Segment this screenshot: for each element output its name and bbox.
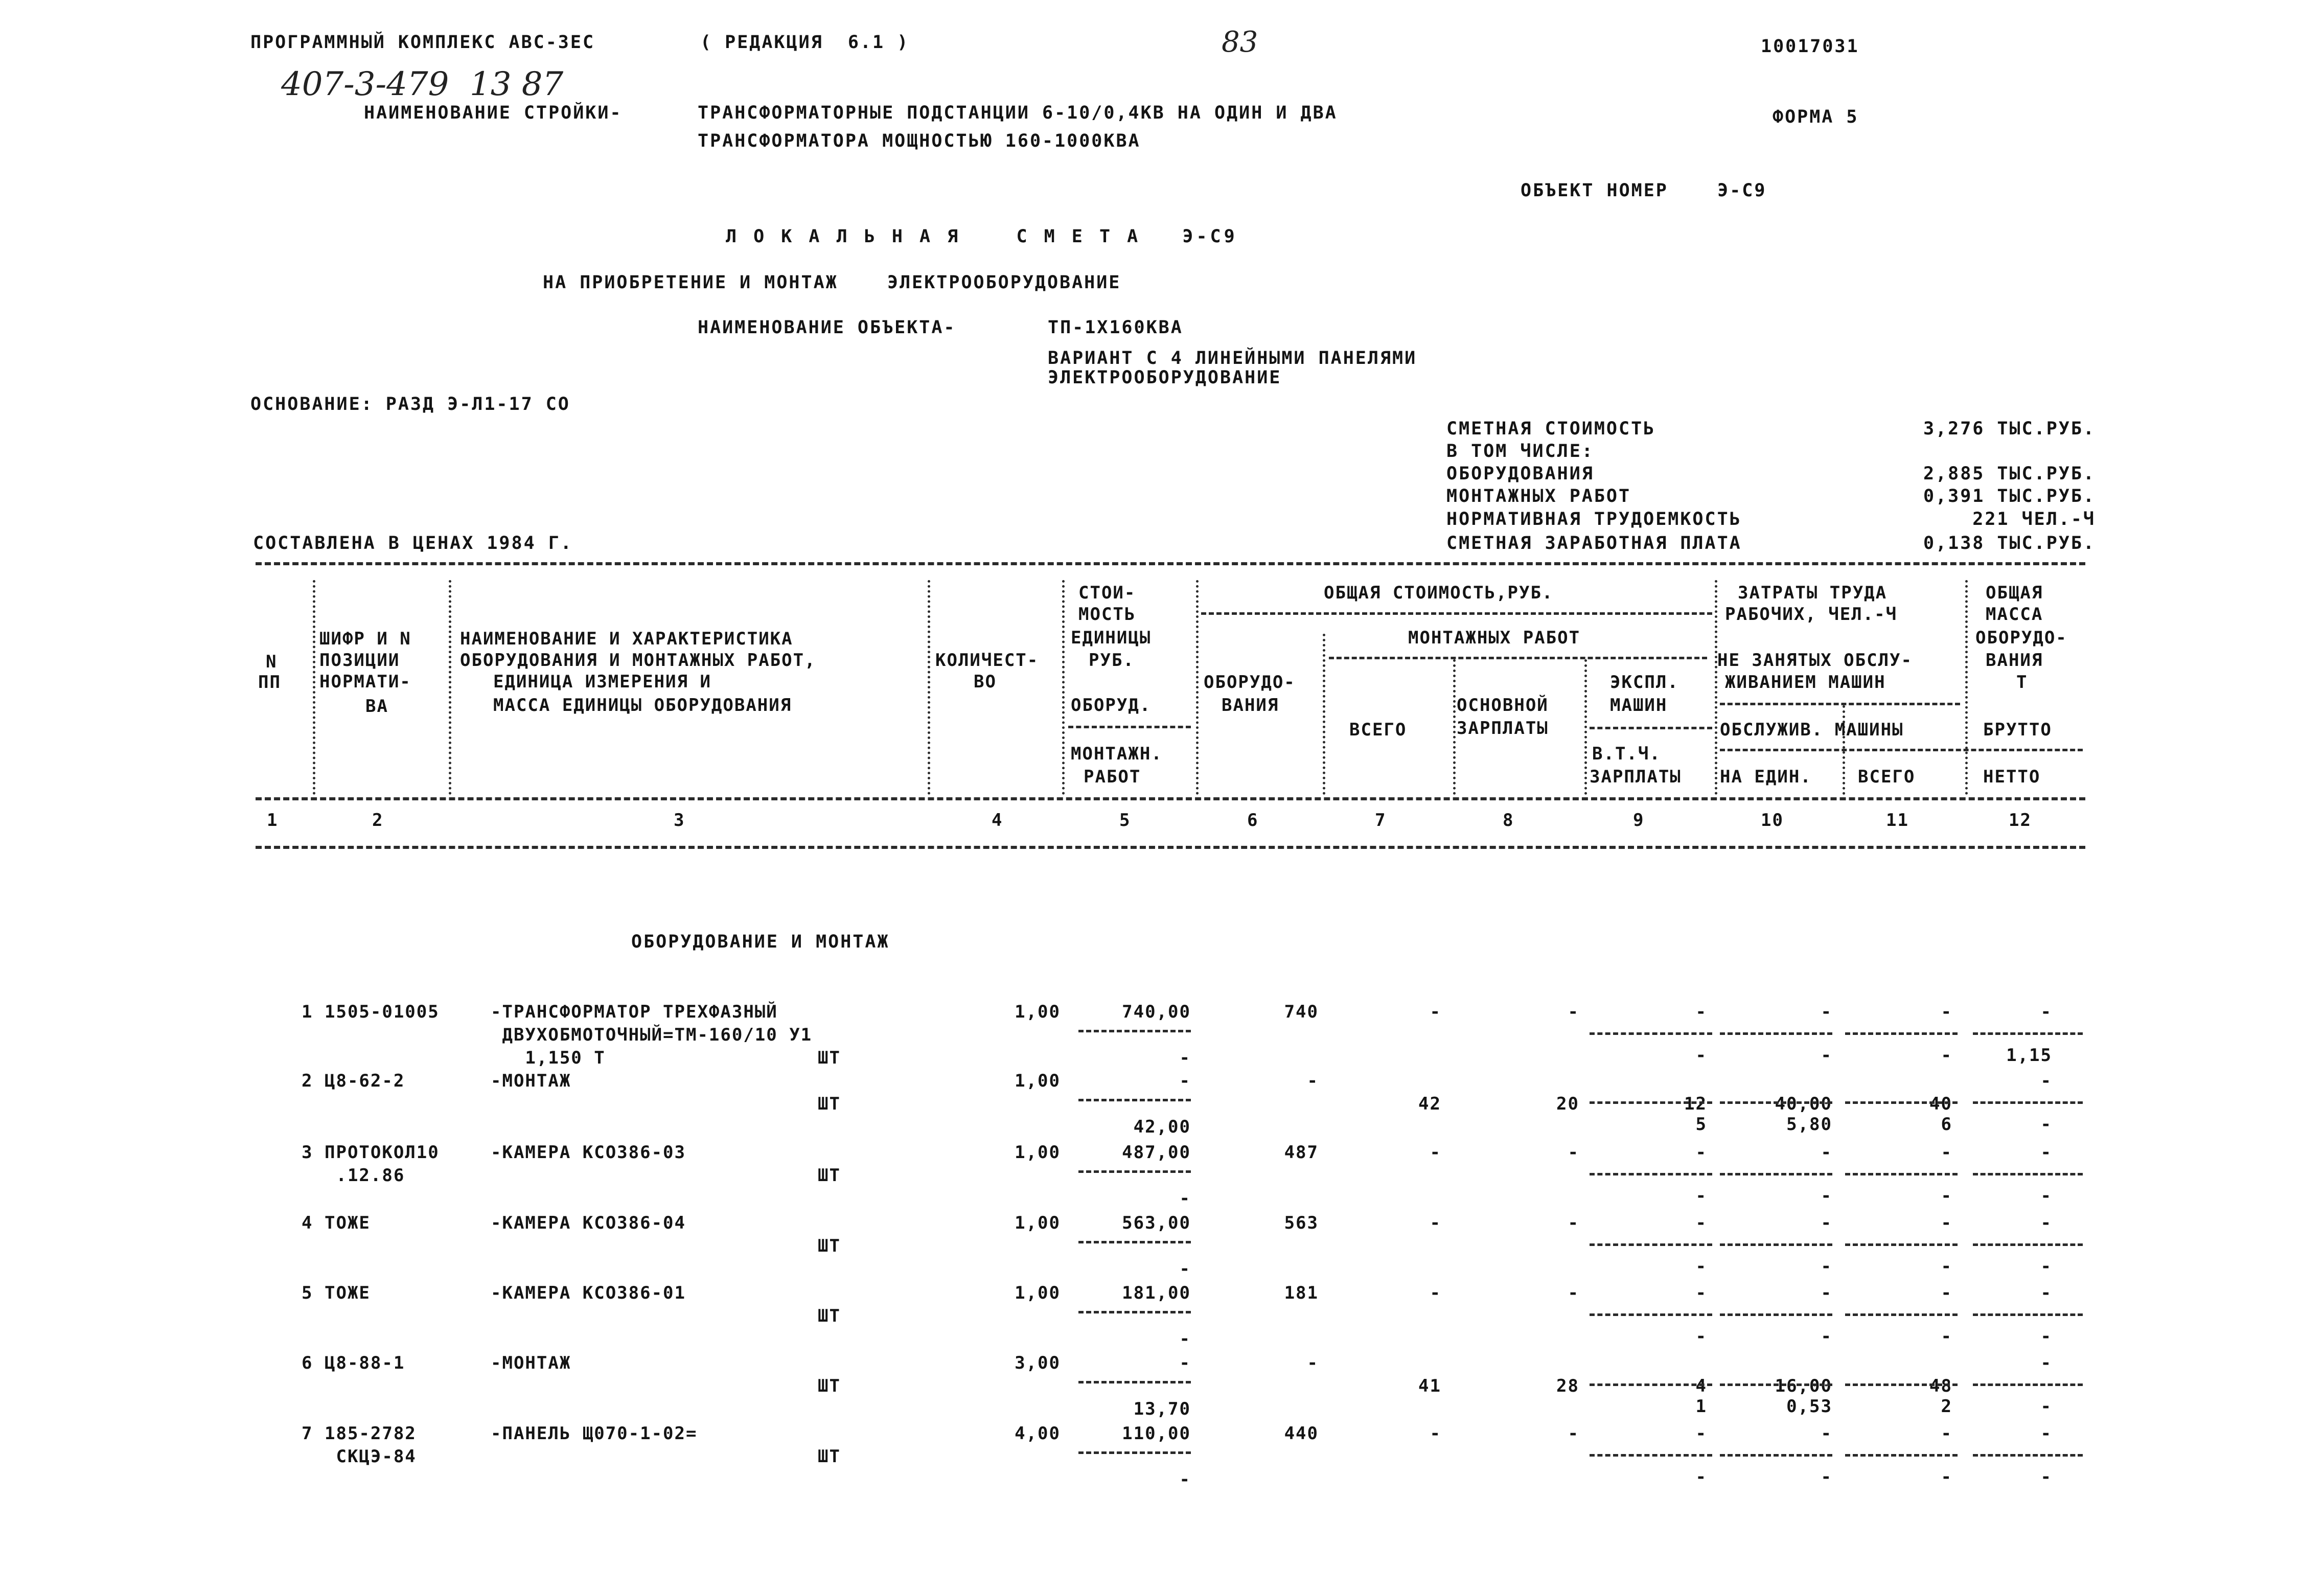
cell-rule	[1845, 1032, 1958, 1035]
summary-label: ОБОРУДОВАНИЯ	[1446, 464, 1594, 484]
row-unit: ШТ	[818, 1376, 841, 1396]
cell-rule	[1720, 1454, 1832, 1457]
hdr-unit-cost: ОБОРУД.	[1071, 695, 1152, 716]
row-name: -МОНТАЖ	[491, 1353, 571, 1373]
row-unit: ШТ	[818, 1165, 841, 1186]
hdr-name: ЕДИНИЦА ИЗМЕРЕНИЯ И	[493, 672, 711, 692]
hdr-montage: МОНТАЖНЫХ РАБОТ	[1408, 628, 1581, 648]
header-bottom-rule	[256, 846, 2085, 849]
row-labor-total: -	[1941, 1002, 1952, 1022]
col-number: 1	[267, 810, 279, 830]
row-mass-netto: -	[2040, 1326, 2052, 1347]
row-name: -КАМЕРА КСО386-01	[491, 1283, 686, 1303]
row-code: ПРОТОКОЛ10	[325, 1142, 440, 1163]
object-name-label: НАИМЕНОВАНИЕ ОБЪЕКТА-	[698, 317, 956, 338]
row-total: -	[1430, 1142, 1441, 1163]
row-base-salary: 28	[1556, 1376, 1579, 1396]
col-separator	[1584, 659, 1587, 795]
row-name: -КАМЕРА КСО386-03	[491, 1142, 686, 1163]
row-mass-netto: -	[2040, 1467, 2052, 1487]
row-number: 2	[302, 1071, 313, 1091]
cell-rule	[1078, 1311, 1191, 1313]
basis: ОСНОВАНИЕ: РАЗД Э-Л1-17 СО	[250, 394, 570, 414]
cell-rule	[1590, 1313, 1712, 1316]
row-number: 7	[302, 1423, 313, 1444]
hdr-code: ШИФР И N	[319, 629, 411, 649]
row-labor-unit-2: 5,80	[1786, 1114, 1832, 1135]
row-mass-brutto: -	[2040, 1002, 2052, 1022]
cell-rule	[1973, 1032, 2083, 1035]
hdr-unit-cost: РУБ.	[1089, 650, 1135, 671]
row-machines: -	[1695, 1002, 1707, 1022]
row-machines-salary: -	[1695, 1045, 1707, 1066]
row-name: 1,150 Т	[491, 1048, 606, 1068]
summary-value: 0,138 ТЫС.РУБ.	[1923, 533, 2096, 553]
row-qty: 1,00	[1015, 1071, 1061, 1091]
row-machines: -	[1695, 1213, 1707, 1233]
sub-rule	[1720, 703, 1960, 705]
row-labor-unit-2: -	[1821, 1186, 1832, 1206]
col-separator	[313, 580, 315, 795]
row-machines: 4	[1695, 1376, 1707, 1396]
cell-rule	[1590, 1243, 1712, 1246]
row-unit: ШТ	[818, 1446, 841, 1467]
cell-rule	[1720, 1101, 1832, 1104]
row-code: 185-2782	[325, 1423, 417, 1444]
cell-rule	[1078, 1381, 1191, 1383]
hdr-machines: ЭКСПЛ.	[1610, 672, 1679, 693]
row-equipment: 181	[1284, 1283, 1319, 1303]
row-mass-netto: -	[2040, 1256, 2052, 1277]
row-labor-unit: -	[1821, 1142, 1832, 1163]
row-number: 3	[302, 1142, 313, 1163]
page-title: Л О К А Л Ь Н А Я С М Е Т А Э-С9	[726, 226, 1238, 247]
col-separator	[1965, 580, 1968, 795]
hdr-total-cost: ОБЩАЯ СТОИМОСТЬ,РУБ.	[1324, 583, 1554, 603]
row-labor-total: -	[1941, 1213, 1952, 1233]
hdr-mass: Т	[2016, 672, 2028, 693]
col-number: 8	[1503, 810, 1514, 830]
sub-rule	[1590, 727, 1712, 729]
row-name: -КАМЕРА КСО386-04	[491, 1213, 686, 1233]
row-code: 1505-01005	[325, 1002, 440, 1022]
cell-rule	[1973, 1173, 2083, 1175]
row-labor-unit: 16,00	[1775, 1376, 1832, 1396]
hdr-labor: РАБОЧИХ, ЧЕЛ.-Ч	[1725, 604, 1898, 625]
object-name-3: ЭЛЕКТРООБОРУДОВАНИЕ	[1048, 367, 1282, 388]
row-machines-salary: -	[1695, 1186, 1707, 1206]
cell-rule	[1078, 1241, 1191, 1243]
hdr-machines: В.Т.Ч.	[1592, 744, 1661, 764]
row-mass-brutto: -	[2040, 1071, 2052, 1091]
cell-rule	[1590, 1383, 1712, 1386]
row-labor-total: -	[1941, 1142, 1952, 1163]
row-labor-total-2: -	[1941, 1467, 1952, 1487]
cell-rule	[1845, 1243, 1958, 1246]
row-base-salary: -	[1568, 1213, 1579, 1233]
edition: ( РЕДАКЦИЯ 6.1 )	[700, 32, 910, 53]
col-separator	[449, 580, 451, 795]
summary-label: НОРМАТИВНАЯ ТРУДОЕМКОСТЬ	[1446, 509, 1742, 529]
cell-rule	[1845, 1454, 1958, 1457]
row-unit: ШТ	[818, 1236, 841, 1256]
row-machines-salary: -	[1695, 1467, 1707, 1487]
row-number: 1	[302, 1002, 313, 1022]
row-unit: ШТ	[818, 1094, 841, 1114]
row-equipment: -	[1307, 1353, 1319, 1373]
cell-rule	[1078, 1451, 1191, 1454]
row-labor-unit: 40,00	[1775, 1094, 1832, 1114]
form-label: ФОРМА 5	[1773, 107, 1859, 127]
header-rule	[256, 797, 2085, 800]
cell-rule	[1590, 1032, 1712, 1035]
cell-rule	[1078, 1030, 1191, 1032]
row-labor-unit-2: -	[1821, 1326, 1832, 1347]
row-unit-price: -	[1179, 1071, 1191, 1091]
row-unit-price-mont: -	[1179, 1469, 1191, 1490]
document-number: 10017031	[1761, 36, 1859, 57]
object-number: ОБЪЕКТ НОМЕР Э-С9	[1521, 180, 1767, 201]
page-subtitle: НА ПРИОБРЕТЕНИЕ И МОНТАЖ ЭЛЕКТРООБОРУДОВАНИЕ	[543, 272, 1121, 293]
col-number: 6	[1247, 810, 1259, 830]
row-name: -ТРАНСФОРМАТОР ТРЕХФАЗНЫЙ	[491, 1002, 778, 1022]
sub-rule	[1068, 726, 1191, 728]
row-code: .12.86	[325, 1165, 405, 1186]
row-labor-unit: -	[1821, 1213, 1832, 1233]
col-number: 5	[1119, 810, 1131, 830]
row-base-salary: -	[1568, 1002, 1579, 1022]
row-labor-total-2: -	[1941, 1186, 1952, 1206]
hdr-name: НАИМЕНОВАНИЕ И ХАРАКТЕРИСТИКА	[460, 629, 793, 649]
col-separator	[1062, 580, 1065, 795]
hdr-labor-sub: НЕ ЗАНЯТЫХ ОБСЛУ-	[1717, 650, 1913, 671]
row-mass-netto: -	[2040, 1396, 2052, 1417]
cell-rule	[1590, 1101, 1712, 1104]
col-separator	[1715, 580, 1717, 795]
hdr-no: ПП	[258, 672, 281, 693]
row-mass-netto: -	[2040, 1114, 2052, 1135]
hdr-unit-cost: МОСТЬ	[1078, 604, 1136, 625]
cell-rule	[1845, 1101, 1958, 1104]
row-labor-total: -	[1941, 1423, 1952, 1444]
row-labor-unit-2: -	[1821, 1467, 1832, 1487]
row-labor-total-2: 6	[1941, 1114, 1952, 1135]
row-number: 5	[302, 1283, 313, 1303]
row-machines: 12	[1684, 1094, 1707, 1114]
row-unit-price: -	[1179, 1353, 1191, 1373]
col-number: 9	[1633, 810, 1645, 830]
col-number: 12	[2009, 810, 2032, 830]
row-labor-total: -	[1941, 1283, 1952, 1303]
row-code: Ц8-88-1	[325, 1353, 405, 1373]
row-total: -	[1430, 1423, 1441, 1444]
hdr-qty: ВО	[974, 672, 997, 692]
hdr-name: МАССА ЕДИНИЦЫ ОБОРУДОВАНИЯ	[493, 695, 792, 716]
cell-rule	[1078, 1170, 1191, 1173]
row-name: -ПАНЕЛЬ Щ070-1-02=	[491, 1423, 698, 1444]
row-labor-unit-2: -	[1821, 1256, 1832, 1277]
cell-rule	[1720, 1313, 1832, 1316]
row-name: -МОНТАЖ	[491, 1071, 571, 1091]
row-unit-price: 110,00	[1122, 1423, 1191, 1444]
row-mass-brutto: -	[2040, 1283, 2052, 1303]
col-number: 4	[992, 810, 1003, 830]
row-machines: -	[1695, 1423, 1707, 1444]
row-labor-unit-2: 0,53	[1786, 1396, 1832, 1417]
row-unit: ШТ	[818, 1306, 841, 1326]
cell-rule	[1845, 1383, 1958, 1386]
hdr-unit-cost: ЕДИНИЦЫ	[1071, 628, 1152, 648]
building-line-1: ТРАНСФОРМАТОРНЫЕ ПОДСТАНЦИИ 6-10/0,4КВ НА ОДИН И ДВА	[698, 103, 1338, 123]
row-name: ДВУХОБМОТОЧНЫЙ=ТМ-160/10 У1	[491, 1025, 813, 1045]
summary-value: 221 ЧЕЛ.-Ч	[1972, 509, 2096, 529]
building-label: НАИМЕНОВАНИЕ СТРОЙКИ-	[364, 103, 623, 123]
col-separator	[928, 580, 930, 795]
col-separator	[1196, 580, 1199, 795]
sub-rule	[1201, 612, 1712, 615]
row-machines-salary: 5	[1695, 1114, 1707, 1135]
building-line-2: ТРАНСФОРМАТОРА МОЩНОСТЬЮ 160-1000КВА	[698, 131, 1141, 151]
object-name-2: ВАРИАНТ С 4 ЛИНЕЙНЫМИ ПАНЕЛЯМИ	[1048, 348, 1417, 368]
row-labor-unit: -	[1821, 1423, 1832, 1444]
row-total: -	[1430, 1213, 1441, 1233]
col-number: 11	[1886, 810, 1909, 830]
hdr-qty: КОЛИЧЕСТ-	[935, 650, 1039, 671]
cell-rule	[1973, 1313, 2083, 1316]
row-qty: 4,00	[1015, 1423, 1061, 1444]
hdr-equipment: ОБОРУДО-	[1204, 672, 1296, 693]
cell-rule	[1590, 1173, 1712, 1175]
hdr-mass: МАССА	[1986, 604, 2043, 625]
col-separator	[1323, 634, 1325, 795]
row-code: СКЦЭ-84	[325, 1446, 417, 1467]
row-qty: 1,00	[1015, 1002, 1061, 1022]
row-labor-total-2: -	[1941, 1256, 1952, 1277]
object-name-1: ТП-1Х160КВА	[1048, 317, 1183, 338]
row-equipment: 487	[1284, 1142, 1319, 1163]
price-basis: СОСТАВЛЕНА В ЦЕНАХ 1984 Г.	[253, 533, 573, 553]
row-mass-brutto: -	[2040, 1142, 2052, 1163]
hdr-mass: ОБЩАЯ	[1986, 583, 2043, 603]
row-unit-price-mont: -	[1179, 1188, 1191, 1209]
row-unit-price-mont: -	[1179, 1259, 1191, 1279]
row-qty: 3,00	[1015, 1353, 1061, 1373]
row-machines-salary: -	[1695, 1326, 1707, 1347]
section-title: ОБОРУДОВАНИЕ И МОНТАЖ	[631, 932, 890, 952]
hdr-base-salary: ОСНОВНОЙ	[1457, 695, 1549, 716]
row-mass-brutto: -	[2040, 1213, 2052, 1233]
cell-rule	[1720, 1243, 1832, 1246]
summary-label: В ТОМ ЧИСЛЕ:	[1446, 441, 1594, 462]
col-number: 10	[1761, 810, 1784, 830]
col-separator	[1453, 659, 1456, 795]
hdr-no: N	[266, 652, 278, 672]
hdr-labor-total: ВСЕГО	[1858, 767, 1916, 787]
summary-label: СМЕТНАЯ СТОИМОСТЬ	[1446, 419, 1656, 439]
hdr-code: ВА	[365, 696, 388, 717]
row-code: ТОЖЕ	[325, 1213, 371, 1233]
row-machines: -	[1695, 1283, 1707, 1303]
row-unit-price-mont: -	[1179, 1048, 1191, 1068]
row-mass-brutto: -	[2040, 1423, 2052, 1444]
cell-rule	[1973, 1383, 2083, 1386]
row-total: 41	[1418, 1376, 1441, 1396]
cell-rule	[1720, 1173, 1832, 1175]
row-mass-brutto: -	[2040, 1353, 2052, 1373]
row-labor-total-2: -	[1941, 1045, 1952, 1066]
row-code: ТОЖЕ	[325, 1283, 371, 1303]
cell-rule	[1720, 1383, 1832, 1386]
row-mass-netto: -	[2040, 1186, 2052, 1206]
row-labor-total-2: -	[1941, 1326, 1952, 1347]
hdr-code: ПОЗИЦИИ	[319, 650, 400, 671]
row-equipment: 440	[1284, 1423, 1319, 1444]
hdr-total: ВСЕГО	[1349, 720, 1407, 740]
row-machines: -	[1695, 1142, 1707, 1163]
row-base-salary: -	[1568, 1142, 1579, 1163]
row-qty: 1,00	[1015, 1213, 1061, 1233]
row-machines-salary: -	[1695, 1256, 1707, 1277]
summary-value: 3,276 ТЫС.РУБ.	[1923, 419, 2096, 439]
row-base-salary: 20	[1556, 1094, 1579, 1114]
row-unit-price-mont: 42,00	[1133, 1117, 1191, 1137]
row-labor-unit: -	[1821, 1002, 1832, 1022]
sub-rule	[1329, 657, 1707, 659]
row-code: Ц8-62-2	[325, 1071, 405, 1091]
row-base-salary: -	[1568, 1423, 1579, 1444]
page-number: 83	[1222, 26, 1258, 59]
row-unit-price: 563,00	[1122, 1213, 1191, 1233]
summary-label: СМЕТНАЯ ЗАРАБОТНАЯ ПЛАТА	[1446, 533, 1742, 553]
col-number: 3	[674, 810, 685, 830]
hdr-base-salary: ЗАРПЛАТЫ	[1457, 718, 1549, 739]
handwritten-note: 407-3-479 13 87	[281, 65, 564, 103]
hdr-mass: ВАНИЯ	[1986, 650, 2043, 671]
row-equipment: 563	[1284, 1213, 1319, 1233]
row-labor-total: 48	[1929, 1376, 1952, 1396]
row-labor-total-2: 2	[1941, 1396, 1952, 1417]
cell-rule	[1078, 1099, 1191, 1101]
cell-rule	[1590, 1454, 1712, 1457]
row-unit-price: 181,00	[1122, 1283, 1191, 1303]
row-labor-unit-2: -	[1821, 1045, 1832, 1066]
sub-rule	[1720, 749, 2083, 751]
hdr-machines: МАШИН	[1610, 695, 1668, 716]
hdr-unit-cost: СТОИ-	[1078, 583, 1136, 603]
hdr-unit-cost: МОНТАЖН.	[1071, 744, 1163, 764]
row-base-salary: -	[1568, 1283, 1579, 1303]
hdr-labor-sub: ЖИВАНИЕМ МАШИН	[1725, 672, 1886, 693]
col-number: 7	[1375, 810, 1387, 830]
row-labor-total: 40	[1929, 1094, 1952, 1114]
hdr-brutto: БРУТТО	[1983, 720, 2052, 740]
row-mass-netto: 1,15	[2006, 1045, 2052, 1066]
cell-rule	[1973, 1243, 2083, 1246]
row-unit-price: 487,00	[1122, 1142, 1191, 1163]
hdr-machines: ЗАРПЛАТЫ	[1590, 767, 1682, 787]
hdr-labor: ЗАТРАТЫ ТРУДА	[1738, 583, 1888, 603]
row-labor-unit: -	[1821, 1283, 1832, 1303]
summary-value: 0,391 ТЫС.РУБ.	[1923, 486, 2096, 506]
row-total: -	[1430, 1283, 1441, 1303]
hdr-unit-cost: РАБОТ	[1084, 767, 1141, 787]
cell-rule	[1973, 1101, 2083, 1104]
hdr-labor-sub2: ОБСЛУЖИВ. МАШИНЫ	[1720, 720, 1904, 740]
hdr-labor-unit: НА ЕДИН.	[1720, 767, 1812, 787]
row-number: 4	[302, 1213, 313, 1233]
row-total: 42	[1418, 1094, 1441, 1114]
hdr-name: ОБОРУДОВАНИЯ И МОНТАЖНЫХ РАБОТ,	[460, 650, 816, 671]
cell-rule	[1720, 1032, 1832, 1035]
table-top-rule	[256, 562, 2085, 565]
summary-value: 2,885 ТЫС.РУБ.	[1923, 464, 2096, 484]
row-unit: ШТ	[818, 1048, 841, 1068]
row-machines-salary: 1	[1695, 1396, 1707, 1417]
col-number: 2	[372, 810, 384, 830]
hdr-code: НОРМАТИ-	[319, 672, 411, 692]
row-equipment: -	[1307, 1071, 1319, 1091]
row-equipment: 740	[1284, 1002, 1319, 1022]
row-qty: 1,00	[1015, 1283, 1061, 1303]
hdr-mass: ОБОРУДО-	[1975, 628, 2067, 648]
row-number: 6	[302, 1353, 313, 1373]
row-unit-price: 740,00	[1122, 1002, 1191, 1022]
cell-rule	[1845, 1313, 1958, 1316]
row-unit-price-mont: -	[1179, 1329, 1191, 1349]
cell-rule	[1973, 1454, 2083, 1457]
row-unit-price-mont: 13,70	[1133, 1399, 1191, 1419]
hdr-netto: НЕТТО	[1983, 767, 2041, 787]
cell-rule	[1845, 1173, 1958, 1175]
hdr-equipment: ВАНИЯ	[1222, 695, 1279, 716]
row-qty: 1,00	[1015, 1142, 1061, 1163]
row-total: -	[1430, 1002, 1441, 1022]
program-name: ПРОГРАММНЫЙ КОМПЛЕКС АВС-ЗЕС	[250, 32, 595, 53]
summary-label: МОНТАЖНЫХ РАБОТ	[1446, 486, 1631, 506]
